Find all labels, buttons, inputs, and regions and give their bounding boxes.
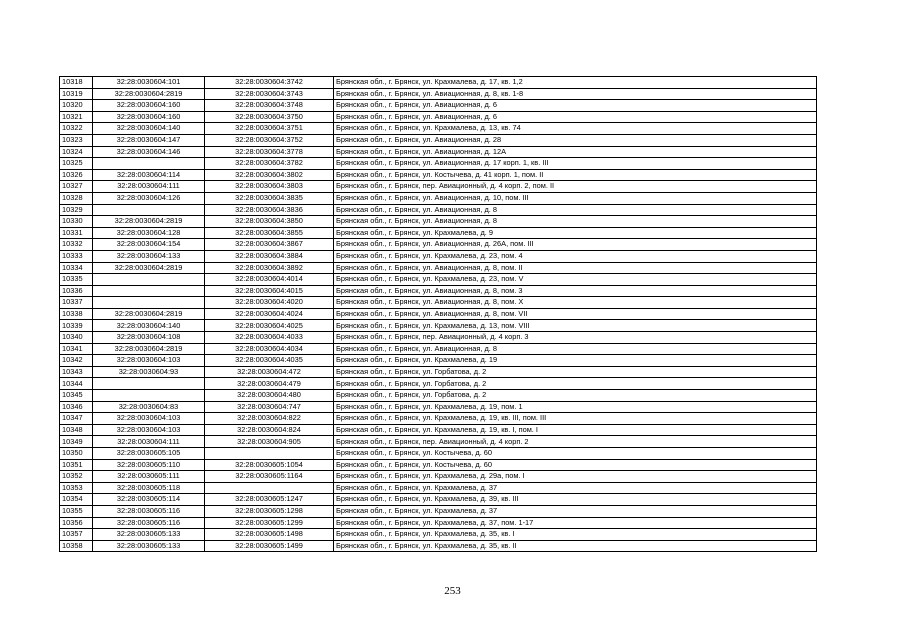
object-number-cell: 32:28:0030605:1299 xyxy=(205,517,334,529)
parcel-number-cell: 32:28:0030604:146 xyxy=(93,146,205,158)
table-row xyxy=(60,343,817,355)
parcel-number-cell: 32:28:0030605:116 xyxy=(93,517,205,529)
object-number-cell: 32:28:0030604:4014 xyxy=(205,274,334,286)
table-row xyxy=(60,424,817,436)
object-number-cell xyxy=(205,482,334,494)
row-number-cell: 10326 xyxy=(60,169,93,181)
address-cell: Брянская обл., г. Брянск, ул. Крахмалева, д. 19, кв. I, пом. I xyxy=(334,424,817,436)
table-row xyxy=(60,297,817,309)
row-number-cell: 10352 xyxy=(60,471,93,483)
address-cell: Брянская обл., г. Брянск, ул. Авиационная, д. 17 корп. 1, кв. III xyxy=(334,158,817,170)
object-number-cell: 32:28:0030604:3743 xyxy=(205,88,334,100)
table-row xyxy=(60,134,817,146)
address-cell: Брянская обл., г. Брянск, ул. Крахмалева, д. 35, кв. II xyxy=(334,540,817,552)
table-row xyxy=(60,459,817,471)
parcel-number-cell: 32:28:0030604:103 xyxy=(93,355,205,367)
parcel-number-cell: 32:28:0030605:133 xyxy=(93,529,205,541)
table-row xyxy=(60,250,817,262)
address-cell: Брянская обл., г. Брянск, ул. Костычева, д. 60 xyxy=(334,459,817,471)
row-number-cell: 10338 xyxy=(60,308,93,320)
table-row xyxy=(60,448,817,460)
row-number-cell: 10321 xyxy=(60,111,93,123)
parcel-number-cell: 32:28:0030605:110 xyxy=(93,459,205,471)
page-number: 253 xyxy=(444,585,461,597)
row-number-cell: 10329 xyxy=(60,204,93,216)
address-cell: Брянская обл., г. Брянск, ул. Авиационная, д. 6 xyxy=(334,111,817,123)
table-row xyxy=(60,482,817,494)
object-number-cell: 32:28:0030604:3884 xyxy=(205,250,334,262)
address-cell: Брянская обл., г. Брянск, ул. Крахмалева, д. 19, кв. III, пом. III xyxy=(334,413,817,425)
parcel-number-cell xyxy=(93,390,205,402)
object-number-cell: 32:28:0030604:4024 xyxy=(205,308,334,320)
address-cell: Брянская обл., г. Брянск, ул. Авиационная, д. 6 xyxy=(334,100,817,112)
address-cell: Брянская обл., г. Брянск, ул. Авиационная, д. 10, пом. III xyxy=(334,192,817,204)
row-number-cell: 10348 xyxy=(60,424,93,436)
object-number-cell: 32:28:0030605:1054 xyxy=(205,459,334,471)
table-row xyxy=(60,262,817,274)
table-row xyxy=(60,540,817,552)
parcel-number-cell: 32:28:0030604:101 xyxy=(93,77,205,89)
row-number-cell: 10333 xyxy=(60,250,93,262)
object-number-cell: 32:28:0030604:4015 xyxy=(205,285,334,297)
parcel-number-cell: 32:28:0030605:116 xyxy=(93,505,205,517)
address-cell: Брянская обл., г. Брянск, ул. Крахмалева, д. 37 xyxy=(334,505,817,517)
object-number-cell: 32:28:0030605:1298 xyxy=(205,505,334,517)
table-row xyxy=(60,332,817,344)
address-cell: Брянская обл., г. Брянск, ул. Авиационная, д. 8 xyxy=(334,204,817,216)
row-number-cell: 10349 xyxy=(60,436,93,448)
row-number-cell: 10335 xyxy=(60,274,93,286)
row-number-cell: 10330 xyxy=(60,216,93,228)
row-number-cell: 10341 xyxy=(60,343,93,355)
row-number-cell: 10340 xyxy=(60,332,93,344)
parcel-number-cell: 32:28:0030604:114 xyxy=(93,169,205,181)
table-row xyxy=(60,366,817,378)
parcel-number-cell: 32:28:0030604:160 xyxy=(93,111,205,123)
object-number-cell: 32:28:0030604:905 xyxy=(205,436,334,448)
table-row xyxy=(60,517,817,529)
parcel-number-cell xyxy=(93,204,205,216)
parcel-number-cell: 32:28:0030605:118 xyxy=(93,482,205,494)
object-number-cell: 32:28:0030604:822 xyxy=(205,413,334,425)
table-row xyxy=(60,158,817,170)
object-number-cell: 32:28:0030604:3748 xyxy=(205,100,334,112)
parcel-number-cell: 32:28:0030605:114 xyxy=(93,494,205,506)
row-number-cell: 10350 xyxy=(60,448,93,460)
object-number-cell: 32:28:0030604:4020 xyxy=(205,297,334,309)
row-number-cell: 10345 xyxy=(60,390,93,402)
address-cell: Брянская обл., г. Брянск, ул. Костычева, д. 60 xyxy=(334,448,817,460)
object-number-cell: 32:28:0030604:472 xyxy=(205,366,334,378)
table-row xyxy=(60,413,817,425)
parcel-number-cell: 32:28:0030604:103 xyxy=(93,413,205,425)
parcel-number-cell xyxy=(93,158,205,170)
address-cell: Брянская обл., г. Брянск, пер. Авиационный, д. 4 корп. 3 xyxy=(334,332,817,344)
address-cell: Брянская обл., г. Брянск, ул. Авиационная, д. 28 xyxy=(334,134,817,146)
object-number-cell: 32:28:0030605:1164 xyxy=(205,471,334,483)
row-number-cell: 10334 xyxy=(60,262,93,274)
table-row xyxy=(60,285,817,297)
table-row xyxy=(60,77,817,89)
row-number-cell: 10355 xyxy=(60,505,93,517)
table-row xyxy=(60,494,817,506)
table-row xyxy=(60,471,817,483)
parcel-number-cell: 32:28:0030604:126 xyxy=(93,192,205,204)
row-number-cell: 10357 xyxy=(60,529,93,541)
table-row xyxy=(60,390,817,402)
table-row xyxy=(60,239,817,251)
address-cell: Брянская обл., г. Брянск, ул. Авиационная, д. 8, пом. 3 xyxy=(334,285,817,297)
parcel-number-cell: 32:28:0030604:147 xyxy=(93,134,205,146)
row-number-cell: 10339 xyxy=(60,320,93,332)
row-number-cell: 10318 xyxy=(60,77,93,89)
object-number-cell: 32:28:0030604:4035 xyxy=(205,355,334,367)
address-cell: Брянская обл., г. Брянск, ул. Горбатова, д. 2 xyxy=(334,390,817,402)
table-row xyxy=(60,111,817,123)
object-number-cell: 32:28:0030604:3850 xyxy=(205,216,334,228)
table-row xyxy=(60,355,817,367)
table-row xyxy=(60,192,817,204)
object-number-cell: 32:28:0030604:3802 xyxy=(205,169,334,181)
object-number-cell: 32:28:0030604:3752 xyxy=(205,134,334,146)
parcel-number-cell xyxy=(93,274,205,286)
object-number-cell xyxy=(205,448,334,460)
object-number-cell: 32:28:0030604:480 xyxy=(205,390,334,402)
parcel-number-cell: 32:28:0030605:133 xyxy=(93,540,205,552)
parcel-number-cell: 32:28:0030604:93 xyxy=(93,366,205,378)
row-number-cell: 10320 xyxy=(60,100,93,112)
table-row xyxy=(60,204,817,216)
address-cell: Брянская обл., г. Брянск, ул. Крахмалева, д. 23, пом. V xyxy=(334,274,817,286)
table-row xyxy=(60,401,817,413)
parcel-number-cell xyxy=(93,285,205,297)
parcel-number-cell: 32:28:0030604:140 xyxy=(93,123,205,135)
address-cell: Брянская обл., г. Брянск, ул. Крахмалева, д. 39, кв. III xyxy=(334,494,817,506)
table-row xyxy=(60,320,817,332)
parcel-number-cell xyxy=(93,378,205,390)
address-cell: Брянская обл., г. Брянск, ул. Крахмалева, д. 23, пом. 4 xyxy=(334,250,817,262)
table-row xyxy=(60,274,817,286)
object-number-cell: 32:28:0030604:3867 xyxy=(205,239,334,251)
table-row xyxy=(60,216,817,228)
parcel-number-cell: 32:28:0030604:111 xyxy=(93,181,205,193)
row-number-cell: 10342 xyxy=(60,355,93,367)
table-row xyxy=(60,529,817,541)
object-number-cell: 32:28:0030604:479 xyxy=(205,378,334,390)
row-number-cell: 10354 xyxy=(60,494,93,506)
table-row xyxy=(60,123,817,135)
address-cell: Брянская обл., г. Брянск, ул. Горбатова, д. 2 xyxy=(334,366,817,378)
row-number-cell: 10351 xyxy=(60,459,93,471)
row-number-cell: 10332 xyxy=(60,239,93,251)
address-cell: Брянская обл., г. Брянск, ул. Горбатова, д. 2 xyxy=(334,378,817,390)
table-row xyxy=(60,181,817,193)
row-number-cell: 10336 xyxy=(60,285,93,297)
row-number-cell: 10347 xyxy=(60,413,93,425)
parcel-number-cell: 32:28:0030604:2819 xyxy=(93,308,205,320)
address-cell: Брянская обл., г. Брянск, ул. Авиационная, д. 12А xyxy=(334,146,817,158)
address-cell: Брянская обл., г. Брянск, пер. Авиационный, д. 4 корп. 2 xyxy=(334,436,817,448)
object-number-cell: 32:28:0030604:3782 xyxy=(205,158,334,170)
object-number-cell: 32:28:0030604:3742 xyxy=(205,77,334,89)
parcel-number-cell: 32:28:0030604:83 xyxy=(93,401,205,413)
parcel-number-cell: 32:28:0030604:128 xyxy=(93,227,205,239)
table-row xyxy=(60,88,817,100)
row-number-cell: 10343 xyxy=(60,366,93,378)
address-cell: Брянская обл., г. Брянск, ул. Авиационная, д. 8, пом. X xyxy=(334,297,817,309)
address-cell: Брянская обл., г. Брянск, ул. Авиационная, д. 8, пом. II xyxy=(334,262,817,274)
parcel-number-cell: 32:28:0030604:2819 xyxy=(93,262,205,274)
parcel-number-cell: 32:28:0030604:160 xyxy=(93,100,205,112)
object-number-cell: 32:28:0030604:747 xyxy=(205,401,334,413)
object-number-cell: 32:28:0030604:4034 xyxy=(205,343,334,355)
address-cell: Брянская обл., г. Брянск, ул. Авиационная, д. 8, пом. VII xyxy=(334,308,817,320)
address-cell: Брянская обл., г. Брянск, ул. Крахмалева, д. 13, пом. VIII xyxy=(334,320,817,332)
address-cell: Брянская обл., г. Брянск, ул. Авиационная, д. 8 xyxy=(334,343,817,355)
address-cell: Брянская обл., г. Брянск, ул. Крахмалева, д. 17, кв. 1,2 xyxy=(334,77,817,89)
object-number-cell: 32:28:0030605:1247 xyxy=(205,494,334,506)
table-row xyxy=(60,100,817,112)
row-number-cell: 10356 xyxy=(60,517,93,529)
address-cell: Брянская обл., г. Брянск, ул. Крахмалева, д. 19, пом. 1 xyxy=(334,401,817,413)
address-cell: Брянская обл., г. Брянск, ул. Крахмалева, д. 13, кв. 74 xyxy=(334,123,817,135)
address-cell: Брянская обл., г. Брянск, пер. Авиационный, д. 4 корп. 2, пом. II xyxy=(334,181,817,193)
row-number-cell: 10346 xyxy=(60,401,93,413)
row-number-cell: 10322 xyxy=(60,123,93,135)
parcel-number-cell: 32:28:0030605:111 xyxy=(93,471,205,483)
row-number-cell: 10353 xyxy=(60,482,93,494)
row-number-cell: 10319 xyxy=(60,88,93,100)
table-row xyxy=(60,169,817,181)
parcel-number-cell: 32:28:0030604:133 xyxy=(93,250,205,262)
object-number-cell: 32:28:0030604:4033 xyxy=(205,332,334,344)
address-cell: Брянская обл., г. Брянск, ул. Костычева, д. 41 корп. 1, пом. II xyxy=(334,169,817,181)
registry-table-body xyxy=(60,77,817,552)
address-cell: Брянская обл., г. Брянск, ул. Авиационная, д. 26А, пом. III xyxy=(334,239,817,251)
parcel-number-cell: 32:28:0030604:103 xyxy=(93,424,205,436)
address-cell: Брянская обл., г. Брянск, ул. Авиационная, д. 8, кв. 1-8 xyxy=(334,88,817,100)
address-cell: Брянская обл., г. Брянск, ул. Авиационная, д. 8 xyxy=(334,216,817,228)
address-cell: Брянская обл., г. Брянск, ул. Крахмалева, д. 29а, пом. I xyxy=(334,471,817,483)
row-number-cell: 10344 xyxy=(60,378,93,390)
address-cell: Брянская обл., г. Брянск, ул. Крахмалева, д. 9 xyxy=(334,227,817,239)
object-number-cell: 32:28:0030604:3750 xyxy=(205,111,334,123)
object-number-cell: 32:28:0030604:3778 xyxy=(205,146,334,158)
row-number-cell: 10331 xyxy=(60,227,93,239)
object-number-cell: 32:28:0030605:1499 xyxy=(205,540,334,552)
row-number-cell: 10324 xyxy=(60,146,93,158)
row-number-cell: 10337 xyxy=(60,297,93,309)
object-number-cell: 32:28:0030604:3836 xyxy=(205,204,334,216)
address-cell: Брянская обл., г. Брянск, ул. Крахмалева, д. 37, пом. 1-17 xyxy=(334,517,817,529)
parcel-number-cell: 32:28:0030604:108 xyxy=(93,332,205,344)
parcel-number-cell: 32:28:0030604:2819 xyxy=(93,343,205,355)
table-row xyxy=(60,436,817,448)
object-number-cell: 32:28:0030604:4025 xyxy=(205,320,334,332)
row-number-cell: 10358 xyxy=(60,540,93,552)
address-cell: Брянская обл., г. Брянск, ул. Крахмалева, д. 19 xyxy=(334,355,817,367)
table-row xyxy=(60,505,817,517)
row-number-cell: 10327 xyxy=(60,181,93,193)
row-number-cell: 10325 xyxy=(60,158,93,170)
row-number-cell: 10323 xyxy=(60,134,93,146)
object-number-cell: 32:28:0030604:3892 xyxy=(205,262,334,274)
table-row xyxy=(60,146,817,158)
parcel-number-cell: 32:28:0030604:140 xyxy=(93,320,205,332)
object-number-cell: 32:28:0030604:3855 xyxy=(205,227,334,239)
table-row xyxy=(60,308,817,320)
object-number-cell: 32:28:0030604:3835 xyxy=(205,192,334,204)
address-cell: Брянская обл., г. Брянск, ул. Крахмалева, д. 37 xyxy=(334,482,817,494)
object-number-cell: 32:28:0030604:3751 xyxy=(205,123,334,135)
table-row xyxy=(60,227,817,239)
registry-table xyxy=(59,76,817,552)
table-row xyxy=(60,378,817,390)
address-cell: Брянская обл., г. Брянск, ул. Крахмалева, д. 35, кв. I xyxy=(334,529,817,541)
object-number-cell: 32:28:0030604:3803 xyxy=(205,181,334,193)
parcel-number-cell: 32:28:0030604:154 xyxy=(93,239,205,251)
parcel-number-cell: 32:28:0030604:2819 xyxy=(93,88,205,100)
parcel-number-cell: 32:28:0030604:111 xyxy=(93,436,205,448)
object-number-cell: 32:28:0030605:1498 xyxy=(205,529,334,541)
parcel-number-cell xyxy=(93,297,205,309)
parcel-number-cell: 32:28:0030604:2819 xyxy=(93,216,205,228)
row-number-cell: 10328 xyxy=(60,192,93,204)
parcel-number-cell: 32:28:0030605:105 xyxy=(93,448,205,460)
object-number-cell: 32:28:0030604:824 xyxy=(205,424,334,436)
